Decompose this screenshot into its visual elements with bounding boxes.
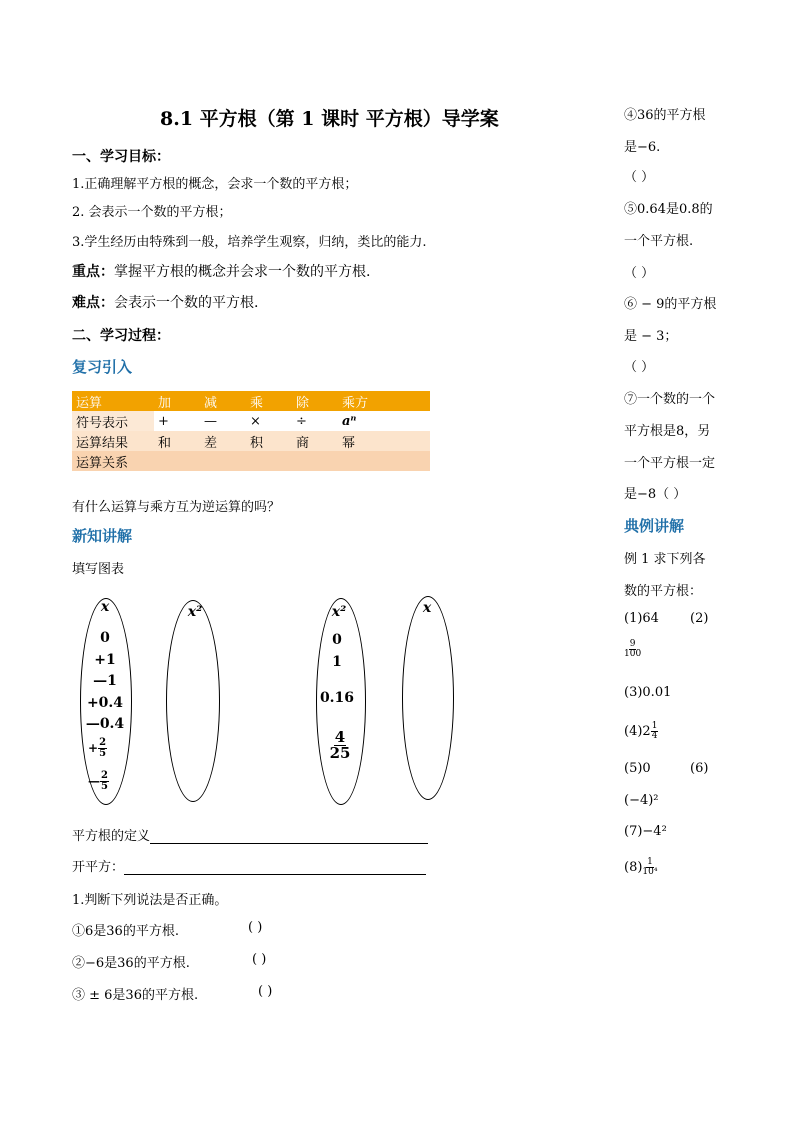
judge-item-2: ②−6是36的平方根. [72,956,190,971]
example-2-frac [624,640,641,659]
example-2-label: (2) [690,611,709,626]
operations-table [72,391,430,471]
diff-label: 难点： [72,295,114,311]
oval3-value: 1 [332,654,342,670]
example-4 [624,722,658,741]
right-paren[interactable]: （ ） [624,170,655,185]
key-point [72,261,370,281]
sign: + [88,741,99,755]
frac-num: 9 [629,639,636,649]
right-text: 一个平方根一定 [624,456,716,471]
table-cell: 幂 [338,431,384,451]
ex4-whole: 2 [642,724,651,739]
table-cell [154,451,200,471]
key-label: 重点： [72,264,114,280]
table-cell [384,451,430,471]
kaifang-label: 开平方： [72,860,125,875]
ex8-label: (8) [624,860,643,875]
example-intro: 例 1 求下列各 [624,552,706,567]
frac-den: 4 [651,731,658,741]
table-cell: 乘方 [338,391,384,411]
right-text: ④36的平方根 [624,108,706,123]
definition-blank[interactable] [150,828,428,844]
new-knowledge-heading: 新知讲解 [72,527,133,545]
def-label: 平方根的定义 [72,829,151,844]
judge-paren-1[interactable]: ( ) [248,920,263,935]
right-text: ⑥ − 9的平方根 [624,297,717,312]
table-cell: 运算关系 [72,451,154,471]
table-row [72,451,430,471]
oval1-value: 0 [100,630,110,646]
right-text: 是 − 3； [624,329,678,344]
example-5: (5)0 [624,761,651,776]
oval1-label: x [100,599,110,615]
table-cell: 乘 [246,391,292,411]
table-cell: — [200,411,246,431]
oval1-frac-neg [88,771,109,792]
table-header-row [72,391,430,411]
frac-den: 10⁴ [642,867,658,877]
table-cell [384,391,430,411]
table-cell [246,451,292,471]
example-heading: 典例讲解 [624,517,685,535]
table-cell: 符号表示 [72,411,154,431]
example-intro: 数的平方根： [624,584,703,599]
oval1-value: +0.4 [86,695,124,711]
oval2-label: x² [187,604,203,620]
table-cell [292,451,338,471]
example-7: (7)−4² [624,824,667,839]
example-6-expr: (−4)² [624,793,659,808]
oval1-frac-pos [88,738,107,759]
table-cell: 减 [200,391,246,411]
review-heading: 复习引入 [72,358,133,376]
oval4-label: x [422,600,432,616]
table-row [72,411,430,431]
right-text: ⑦一个数的一个 [624,392,716,407]
table-cell [200,451,246,471]
right-paren[interactable]: （ ） [624,266,655,281]
fill-chart-text: 填写图表 [72,562,125,577]
section-process-heading: 二、学习过程： [72,328,170,344]
example-6-label: (6) [690,761,709,776]
oval3-value: 0 [332,632,342,648]
example-8 [624,858,657,877]
kaifang-blank[interactable] [124,859,426,875]
table-cell: 差 [200,431,246,451]
right-text: 是−6. [624,140,661,155]
judge-paren-2[interactable]: ( ) [252,952,267,967]
frac-den: 100 [624,649,642,659]
table-cell: aⁿ [338,411,384,431]
table-cell [384,411,430,431]
table-cell: 商 [292,431,338,451]
frac-num: 1 [651,721,658,731]
right-paren[interactable]: （ ） [624,360,655,375]
oval1-value: +1 [94,652,116,668]
frac-den: 25 [329,744,351,762]
definition-line [72,825,428,844]
right-text: 一个平方根. [624,234,694,249]
right-text: 是−8（ ） [624,487,687,502]
difficulty-point [72,292,258,312]
sign: — [88,774,100,788]
goal-1: 1.正确理解平方根的概念，会求一个数的平方根； [72,177,358,192]
frac-den: 5 [101,781,108,792]
oval3-frac [318,730,362,761]
key-text: 掌握平方根的概念并会求一个数的平方根. [114,264,371,280]
table-cell: 运算结果 [72,431,154,451]
table-cell: 运算 [72,391,154,411]
table-cell: 积 [246,431,292,451]
oval1-value: —0.4 [85,716,125,732]
judge-title: 1.判断下列说法是否正确。 [72,893,228,908]
oval3-label: x² [331,604,347,620]
table-cell: + [154,411,200,431]
frac-den: 5 [99,748,107,759]
frac-num: 2 [99,737,107,748]
oval-x-empty[interactable] [402,596,454,800]
section-goals-heading: 一、学习目标： [72,149,170,165]
oval1-value: —1 [93,673,117,689]
table-cell: ÷ [292,411,338,431]
example-1: (1)64 [624,611,659,626]
page-title: 8.1 平方根（第 1 课时 平方根）导学案 [160,108,499,130]
frac-num: 1 [647,857,653,867]
judge-item-3: ③ ± 6是36的平方根. [72,988,199,1003]
ex4-label: (4) [624,724,643,739]
diff-text: 会表示一个数的平方根. [114,295,259,311]
right-text: 平方根是8，另 [624,424,711,439]
goal-2: 2. 会表示一个数的平方根； [72,205,232,220]
kaifang-line [72,856,426,875]
right-text: ⑤0.64是0.8的 [624,202,713,217]
table-cell [384,431,430,451]
oval-x2-empty[interactable] [166,600,220,802]
frac-num: 4 [334,728,346,746]
table-cell: × [246,411,292,431]
goal-3: 3.学生经历由特殊到一般，培养学生观察，归纳，类比的能力. [72,235,427,250]
example-3: (3)0.01 [624,685,672,700]
table-cell: 加 [154,391,200,411]
frac-num: 2 [101,770,108,781]
judge-paren-3[interactable]: ( ) [258,984,273,999]
oval3-value: 0.16 [319,690,355,706]
table-cell: 除 [292,391,338,411]
table-cell: 和 [154,431,200,451]
question-text: 有什么运算与乘方互为逆运算的吗？ [72,500,281,515]
table-row [72,431,430,451]
table-cell [338,451,384,471]
judge-item-1: ①6是36的平方根. [72,924,179,939]
